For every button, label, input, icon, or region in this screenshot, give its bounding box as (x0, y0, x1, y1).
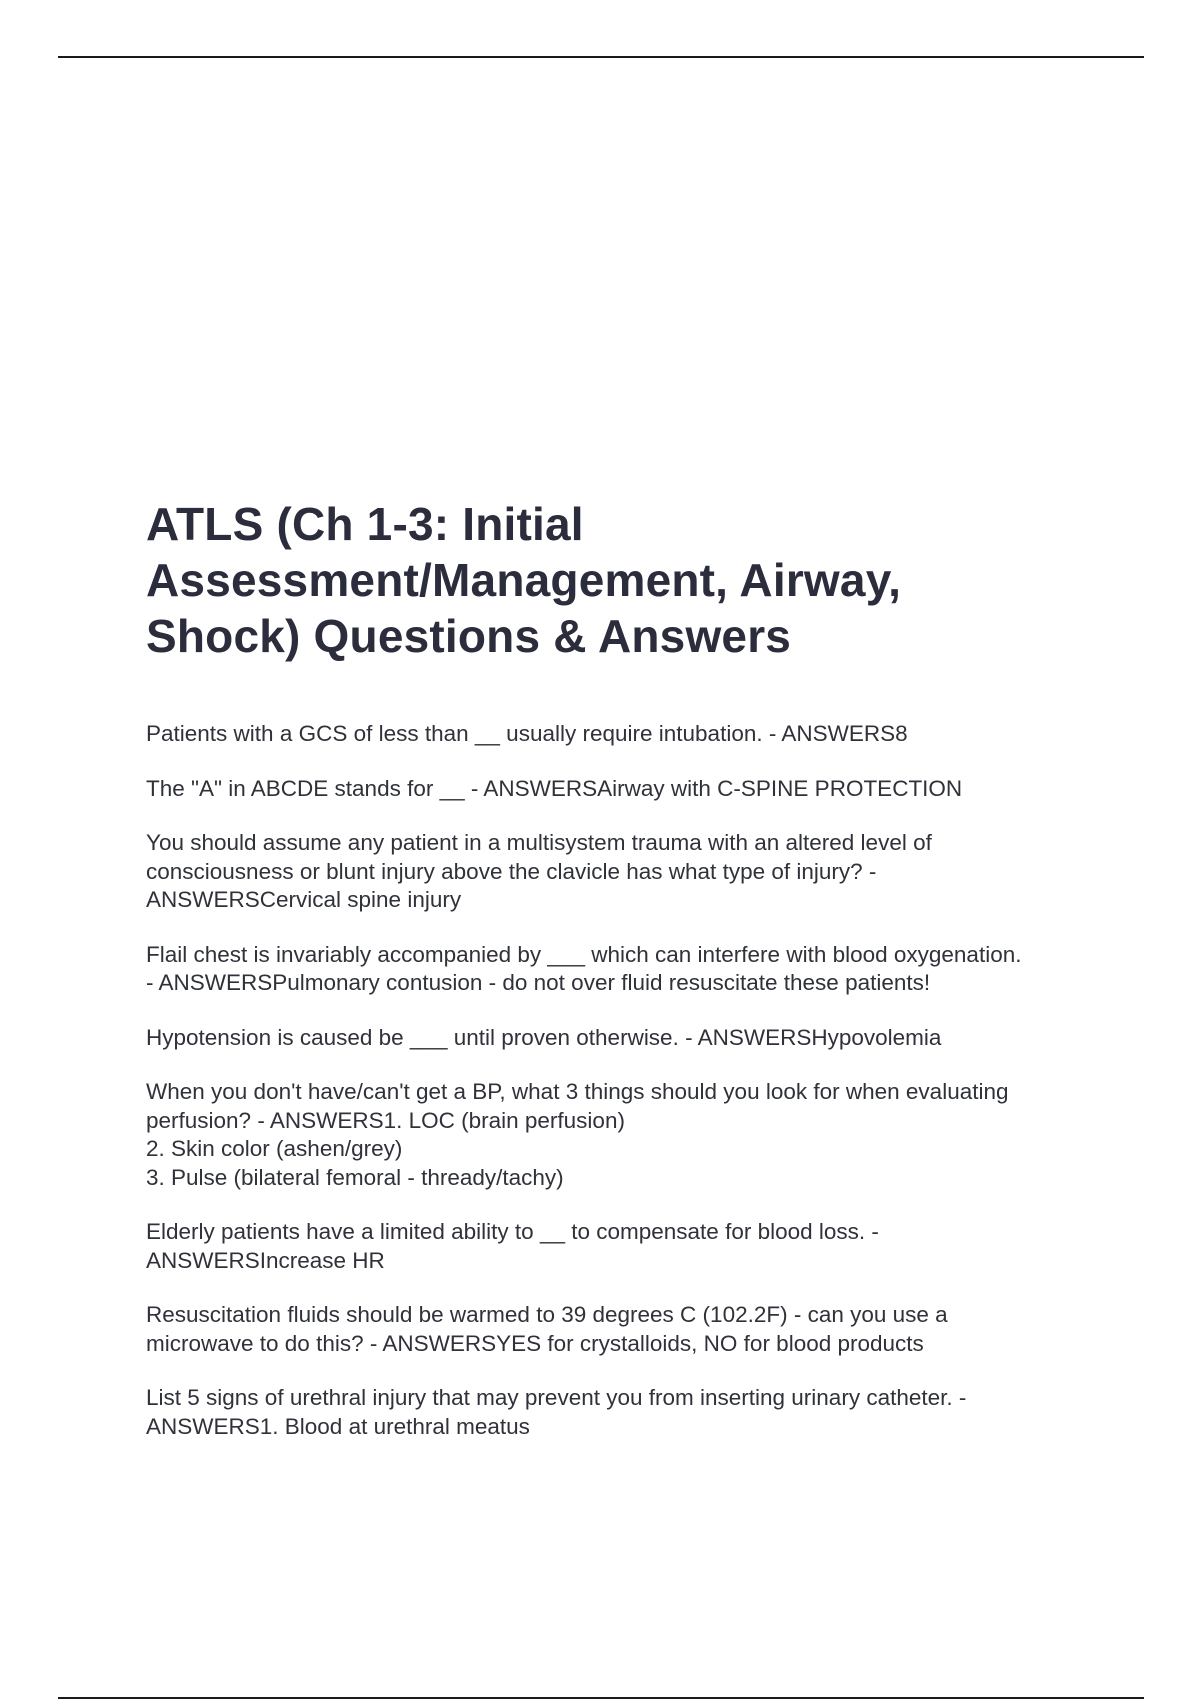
qa-item: Hypotension is caused be ___ until proven otherwise. - ANSWERSHypovolemia (146, 1024, 942, 1050)
top-rule (58, 56, 1144, 58)
qa-item: You should assume any patient in a multisystem trauma with an altered level of consciousness or blunt injury above the clavicle has what type of injury? - ANSWERSCervical spine injury (146, 830, 932, 912)
qa-item: List 5 signs of urethral injury that may prevent you from inserting urinary catheter. - ANSWERS1. Blood at urethral meatus (146, 1385, 967, 1439)
title-line: Shock) Questions & Answers (146, 610, 792, 662)
document-title (146, 496, 1106, 664)
qa-item: Patients with a GCS of less than __ usually require intubation. - ANSWERS8 (146, 721, 908, 746)
qa-item: Flail chest is invariably accompanied by ___ which can interfere with blood oxygenation. - ANSWERSPulmonary contusion - do not over fluid resuscitate these patients! (146, 941, 1022, 995)
qa-item: Elderly patients have a limited ability to __ to compensate for blood loss. - ANSWERSIncrease HR (146, 1219, 879, 1273)
qa-item: The "A" in ABCDE stands for __ - ANSWERSAirway with C-SPINE PROTECTION (146, 775, 963, 801)
bottom-rule (58, 1697, 1144, 1699)
page-content (146, 496, 1106, 1467)
qa-list (146, 720, 1106, 1441)
title-line: ATLS (Ch 1-3: Initial (146, 498, 584, 550)
title-line: Assessment/Management, Airway, (146, 554, 902, 606)
qa-item: When you don't have/can't get a BP, what 3 things should you look for when evaluating perfusion? - ANSWERS1. LOC (brain perfusion) 2. Skin color (ashen/grey) 3. Pulse (bilateral femoral - thready/tachy) (146, 1079, 1009, 1190)
qa-item: Resuscitation fluids should be warmed to 39 degrees C (102.2F) - can you use a microwave to do this? - ANSWERSYES for crystalloids, NO for blood products (146, 1302, 948, 1356)
